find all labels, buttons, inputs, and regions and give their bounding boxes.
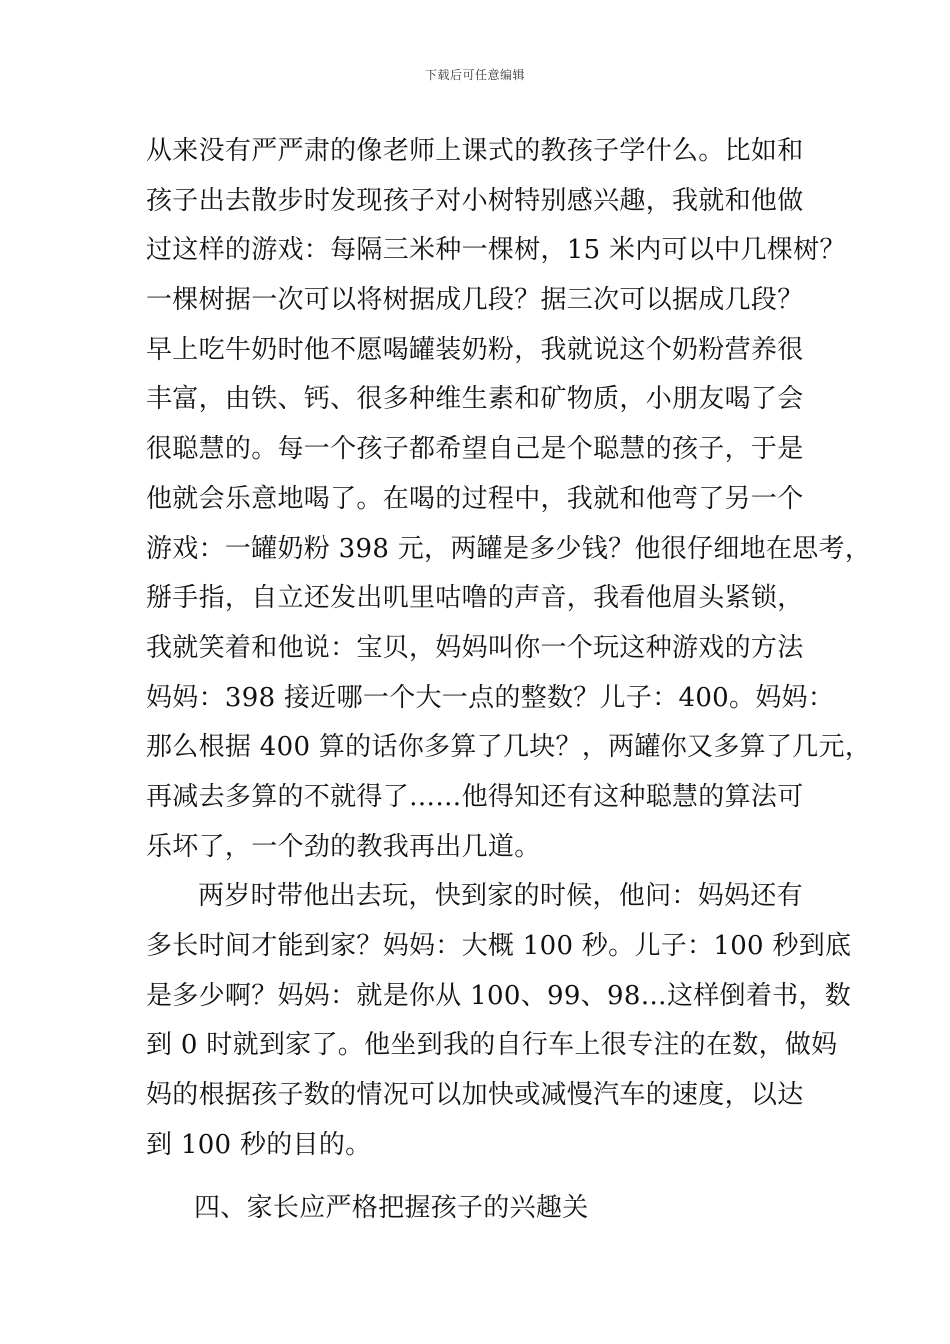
text-line: 两岁时带他出去玩，快到家的时候，他问：妈妈还有: [198, 881, 803, 912]
text-line: 那么根据 400 算的话你多算了几块？，两罐你又多算了几元，: [146, 732, 872, 763]
document-body: [146, 127, 872, 1234]
text-line: 很聪慧的。每一个孩子都希望自己是个聪慧的孩子，于是: [146, 434, 804, 465]
text-line: 过这样的游戏：每隔三米种一棵树，15 米内可以中几棵树？: [146, 235, 846, 266]
page-header: 下载后可任意编辑: [424, 68, 525, 82]
text-line: 孩子出去散步时发现孩子对小树特别感兴趣，我就和他做: [146, 185, 804, 216]
text-line: 多长时间才能到家？妈妈：大概 100 秒。儿子：100 秒到底: [146, 931, 852, 961]
text-line: 到 100 秒的目的。: [146, 1129, 372, 1160]
paragraph-1: [146, 127, 872, 872]
text-line: 是多少啊？妈妈：就是你从 100、99、98…这样倒着书，数: [146, 980, 852, 1011]
text-line: 丰富，由铁、钙、很多种维生素和矿物质，小朋友喝了会: [146, 384, 804, 415]
text-line: 我就笑着和他说：宝贝，妈妈叫你一个玩这种游戏的方法: [146, 632, 804, 663]
paragraph-2: [146, 872, 852, 1170]
text-line: 乐坏了，一个劲的教我再出几道。: [146, 831, 541, 862]
text-line: 游戏：一罐奶粉 398 元，两罐是多少钱？他很仔细地在思考，: [146, 533, 872, 564]
text-line: 妈的根据孩子数的情况可以加快或减慢汽车的速度，以达: [146, 1080, 804, 1111]
section-heading: 四、家长应严格把握孩子的兴趣关: [194, 1193, 589, 1224]
text-line: 从来没有严严肃的像老师上课式的教孩子学什么。比如和: [146, 136, 804, 166]
text-line: 他就会乐意地喝了。在喝的过程中，我就和他弯了另一个: [146, 483, 804, 514]
text-line: 妈妈：398 接近哪一个大一点的整数？儿子：400。妈妈：: [146, 682, 835, 713]
text-line: 再减去多算的不就得了……他得知还有这种聪慧的算法可: [146, 781, 804, 812]
text-line: 早上吃牛奶时他不愿喝罐装奶粉，我就说这个奶粉营养很: [146, 334, 804, 365]
text-line: 到 0 时就到家了。他坐到我的自行车上很专注的在数，做妈: [146, 1030, 838, 1061]
text-line: 掰手指，自立还发出叽里咕噜的声音，我看他眉头紧锁，: [146, 583, 804, 614]
text-line: 一棵树据一次可以将树据成几段？据三次可以据成几段？: [146, 285, 804, 316]
